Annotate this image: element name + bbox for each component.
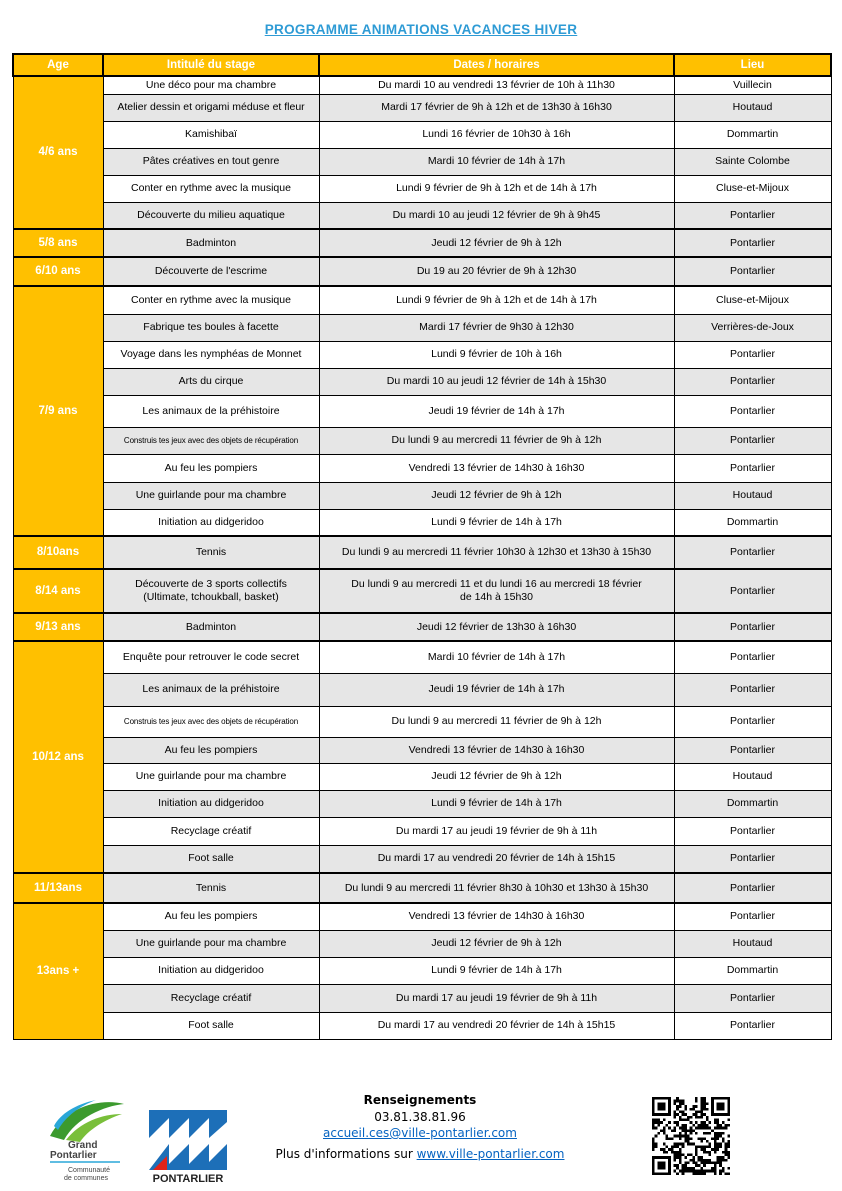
stage-name: Les animaux de la préhistoire [142,683,280,695]
stage-cell [103,314,319,341]
column-header-lieu: Lieu [674,54,831,76]
dates-cell [319,94,674,121]
table-row [13,229,831,257]
table-row [13,286,831,314]
table-row [13,930,831,957]
stage-cell [103,395,319,427]
dates-text: Vendredi 13 février de 14h30 à 16h30 [408,910,585,923]
stage-name: Arts du cirque [178,375,244,387]
dates-text: Du lundi 9 au mercredi 11 février 10h30 à 12h30 et 13h30 à 15h30 [341,546,652,558]
table-row [13,845,831,873]
dates-cell [319,673,674,706]
table-row [13,536,831,569]
lieu-cell: Sainte Colombe [674,148,831,175]
dates-text: Jeudi 12 février de 9h à 12h [431,937,562,949]
dates-text: Du mardi 17 au vendredi 20 février de 14h à 15h15 [377,852,616,865]
table-row [13,790,831,817]
lieu-cell: Pontarlier [674,737,831,763]
table-header-row [13,54,831,76]
stage-cell [103,569,319,613]
table-row [13,817,831,845]
lieu-cell: Pontarlier [674,229,831,257]
stage-name: Voyage dans les nymphéas de Monnet [120,348,302,360]
stage-cell [103,257,319,286]
dates-text: Lundi 16 février de 10h30 à 16h [422,128,571,140]
dates-cell [319,817,674,845]
stage-name: Badminton [185,236,237,249]
dates-text: Mardi 17 février de 9h à 12h et de 13h30 à 16h30 [381,101,612,113]
table-row [13,903,831,930]
dates-cell [319,229,674,257]
dates-text: Lundi 9 février de 9h à 12h et de 14h à 17h [396,293,597,306]
more-info-label: Plus d'informations sur [275,1146,417,1161]
table-row [13,202,831,229]
stage-name: Découverte de l'escrime [154,265,268,277]
stage-name: Une guirlande pour ma chambre [135,489,287,501]
dates-cell [319,790,674,817]
table-row [13,395,831,427]
dates-cell [319,641,674,673]
phone-number: 03.81.38.81.96 [374,1109,466,1124]
stage-name: Initiation au didgeridoo [158,964,264,976]
stage-name: Une guirlande pour ma chambre [135,770,287,782]
age-cell: 9/13 ans [13,613,103,641]
dates-cell [319,1012,674,1039]
dates-cell [319,984,674,1012]
dates-cell [319,873,674,903]
lieu-cell: Pontarlier [674,641,831,673]
age-cell: 6/10 ans [13,257,103,286]
table-row [13,94,831,121]
table-row [13,341,831,368]
stage-cell [103,641,319,673]
table-row [13,957,831,984]
lieu-cell: Pontarlier [674,341,831,368]
dates-cell [319,286,674,314]
grand-pontarlier-logo [46,1096,128,1184]
table-row [13,763,831,790]
dates-cell [319,482,674,509]
dates-text: Du mardi 17 au jeudi 19 février de 9h à 11h [395,824,598,837]
lieu-cell: Pontarlier [674,673,831,706]
lieu-cell: Pontarlier [674,454,831,482]
lieu-cell: Pontarlier [674,1012,831,1039]
stage-name: Tennis [195,881,227,894]
dates-cell [319,395,674,427]
dates-cell [319,706,674,737]
age-cell: 8/10ans [13,536,103,569]
logo-text-pontarlier: Pontarlier [50,1150,97,1161]
dates-cell [319,454,674,482]
table-row [13,737,831,763]
stage-cell [103,763,319,790]
dates-text: Jeudi 19 février de 14h à 17h [428,404,565,417]
age-cell: 4/6 ans [13,76,103,229]
dates-cell [319,257,674,286]
qr-code[interactable] [652,1097,730,1175]
stage-cell [103,737,319,763]
dates-text: Jeudi 12 février de 9h à 12h [431,489,562,501]
lieu-cell: Houtaud [674,482,831,509]
dates-text: Vendredi 13 février de 14h30 à 16h30 [408,461,585,474]
stage-cell [103,1012,319,1039]
age-cell: 8/14 ans [13,569,103,613]
table-row [13,873,831,903]
dates-text: Jeudi 19 février de 14h à 17h [428,683,565,695]
age-cell: 10/12 ans [13,641,103,873]
dates-text: Jeudi 12 février de 9h à 12h [431,770,562,782]
stage-cell [103,286,319,314]
dates-cell [319,148,674,175]
stage-name: Enquête pour retrouver le code secret [122,650,300,663]
stage-name: Tennis [195,546,227,558]
table-row [13,509,831,536]
lieu-cell: Cluse-et-Mijoux [674,286,831,314]
table-row [13,984,831,1012]
age-cell: 13ans + [13,903,103,1039]
lieu-cell: Pontarlier [674,706,831,737]
stage-cell [103,148,319,175]
lieu-cell: Vuillecin [674,76,831,94]
stage-cell [103,509,319,536]
stage-cell [103,957,319,984]
table-row [13,482,831,509]
dates-text: Du lundi 9 au mercredi 11 et du lundi 16 au mercredi 18 février [351,578,642,590]
dates-cell [319,737,674,763]
table-row [13,175,831,202]
dates-cell [319,536,674,569]
dates-text: Du mardi 17 au vendredi 20 février de 14h à 15h15 [377,1019,616,1031]
dates-cell [319,314,674,341]
stage-name: Initiation au didgeridoo [158,797,264,809]
lieu-cell: Pontarlier [674,845,831,873]
lieu-cell: Dommartin [674,509,831,536]
stage-cell [103,341,319,368]
column-header-dates: Dates / horaires [319,54,674,76]
table-row [13,641,831,673]
stage-name: Atelier dessin et origami méduse et fleur [117,101,305,113]
stage-cell [103,229,319,257]
table-row [13,76,831,94]
stage-name: Au feu les pompiers [164,910,258,923]
lieu-cell: Pontarlier [674,569,831,613]
dates-text: Du lundi 9 au mercredi 11 février de 9h à 12h [391,715,602,727]
dates-text: Lundi 9 février de 14h à 17h [431,515,562,528]
table-body [13,76,831,1039]
stage-cell [103,536,319,569]
stage-name: Au feu les pompiers [164,743,258,756]
stage-cell [103,121,319,148]
program-table [12,53,832,1040]
info-heading: Renseignements [363,1093,477,1107]
stage-cell [103,454,319,482]
stage-cell [103,845,319,873]
email-link[interactable]: accueil.ces@ville-pontarlier.com [323,1126,517,1140]
dates-text: Du mardi 10 au jeudi 12 février de 14h à 15h30 [386,375,607,387]
column-header-stage: Intitulé du stage [103,54,319,76]
age-cell: 7/9 ans [13,286,103,536]
dates-text: Lundi 9 février de 14h à 17h [431,964,562,976]
stage-cell [103,94,319,121]
dates-cell [319,763,674,790]
lieu-cell: Pontarlier [674,903,831,930]
table-row [13,569,831,613]
dates-text: Vendredi 13 février de 14h30 à 16h30 [408,743,585,756]
lieu-cell: Pontarlier [674,395,831,427]
stage-cell [103,706,319,737]
dates-cell [319,613,674,641]
dates-text: Du lundi 9 au mercredi 11 février de 9h à 12h [391,434,602,446]
dates-text: Lundi 9 février de 9h à 12h et de 14h à 17h [396,182,597,194]
lieu-cell: Dommartin [674,790,831,817]
table-row [13,148,831,175]
table-row [13,454,831,482]
dates-cell [319,903,674,930]
dates-text: Mardi 10 février de 14h à 17h [427,155,566,167]
stage-cell [103,613,319,641]
table-row [13,427,831,454]
dates-cell [319,509,674,536]
stage-cell [103,817,319,845]
stage-name: Recyclage créatif [170,991,252,1004]
stage-name: Kamishibaï [185,128,237,140]
website-link[interactable]: www.ville-pontarlier.com [416,1146,565,1161]
stage-name-detail: (Ultimate, tchoukball, basket) [143,591,279,603]
stage-cell [103,873,319,903]
age-cell: 5/8 ans [13,229,103,257]
logo-text-communaute: Communauté [68,1167,111,1174]
lieu-cell: Cluse-et-Mijoux [674,175,831,202]
stage-name: Découverte de 3 sports collectifs [135,578,287,590]
stage-cell [103,175,319,202]
dates-cell [319,368,674,395]
stage-name: Pâtes créatives en tout genre [142,155,280,167]
stage-cell [103,673,319,706]
table-row [13,368,831,395]
dates-text: Du mardi 10 au jeudi 12 février de 9h à 9h45 [392,208,601,221]
pontarlier-logo [147,1110,229,1184]
dates-cell [319,175,674,202]
stage-name: Foot salle [188,1019,234,1031]
lieu-cell: Pontarlier [674,873,831,903]
age-cell: 11/13ans [13,873,103,903]
dates-text: Mardi 10 février de 14h à 17h [427,650,566,663]
dates-text: Du 19 au 20 février de 9h à 12h30 [416,265,577,277]
stage-name: Les animaux de la préhistoire [142,404,280,417]
dates-cell [319,202,674,229]
lieu-cell: Pontarlier [674,427,831,454]
stage-cell [103,427,319,454]
dates-cell [319,427,674,454]
lieu-cell: Houtaud [674,930,831,957]
stage-cell [103,202,319,229]
stage-name: Initiation au didgeridoo [158,515,264,528]
lieu-cell: Houtaud [674,94,831,121]
stage-name: Recyclage créatif [170,824,252,837]
table-row [13,613,831,641]
dates-text: Mardi 17 février de 9h30 à 12h30 [419,321,574,333]
dates-cell [319,121,674,148]
dates-cell [319,845,674,873]
lieu-cell: Pontarlier [674,368,831,395]
dates-cell [319,957,674,984]
stage-name: Une guirlande pour ma chambre [135,937,287,949]
stage-cell [103,76,319,94]
stage-name: Conter en rythme avec la musique [131,293,291,306]
stage-name: Badminton [185,620,237,633]
table-row [13,706,831,737]
stage-name: Découverte du milieu aquatique [137,208,285,221]
lieu-cell: Pontarlier [674,817,831,845]
footer [0,1092,842,1191]
stage-name: Une déco pour ma chambre [145,78,277,91]
stage-name: Au feu les pompiers [164,461,258,474]
stage-cell [103,930,319,957]
dates-text: Du mardi 17 au jeudi 19 février de 9h à 11h [395,991,598,1004]
column-header-age: Age [13,54,103,76]
dates-cell [319,76,674,94]
page-title: PROGRAMME ANIMATIONS VACANCES HIVER [264,22,578,37]
table-row [13,673,831,706]
lieu-cell: Pontarlier [674,257,831,286]
lieu-cell: Dommartin [674,121,831,148]
lieu-cell: Pontarlier [674,613,831,641]
stage-name: Construis tes jeux avec des objets de récupération [123,436,299,445]
dates-text: Lundi 9 février de 10h à 16h [431,348,562,360]
stage-name: Fabrique tes boules à facette [143,321,279,333]
lieu-cell: Pontarlier [674,984,831,1012]
stage-cell [103,368,319,395]
stage-cell [103,790,319,817]
stage-name: Foot salle [188,852,234,865]
logo-text-grand: Grand [68,1140,98,1151]
dates-cell [319,341,674,368]
table-row [13,314,831,341]
dates-cell [319,930,674,957]
lieu-cell: Dommartin [674,957,831,984]
stage-cell [103,984,319,1012]
stage-name: Conter en rythme avec la musique [131,182,291,194]
stage-name: Construis tes jeux avec des objets de récupération [123,717,299,726]
table-row [13,1012,831,1039]
stage-cell [103,482,319,509]
logo-text-de-communes: de communes [64,1175,108,1182]
lieu-cell: Houtaud [674,763,831,790]
dates-text: Jeudi 12 février de 13h30 à 16h30 [416,620,577,633]
lieu-cell: Verrières-de-Joux [674,314,831,341]
dates-cell [319,569,674,613]
dates-text: Jeudi 12 février de 9h à 12h [431,236,562,249]
contact-info [250,1092,590,1162]
table-row [13,121,831,148]
dates-text: Du lundi 9 au mercredi 11 février 8h30 à 10h30 et 13h30 à 15h30 [344,881,649,894]
logo-text-pontarlier-city: PONTARLIER [152,1173,224,1184]
dates-text: Du mardi 10 au vendredi 13 février de 10h à 11h30 [378,78,615,91]
dates-text: Lundi 9 février de 14h à 17h [431,797,562,809]
dates-text-continued: de 14h à 15h30 [460,591,533,603]
lieu-cell: Pontarlier [674,536,831,569]
stage-cell [103,903,319,930]
lieu-cell: Pontarlier [674,202,831,229]
table-row [13,257,831,286]
